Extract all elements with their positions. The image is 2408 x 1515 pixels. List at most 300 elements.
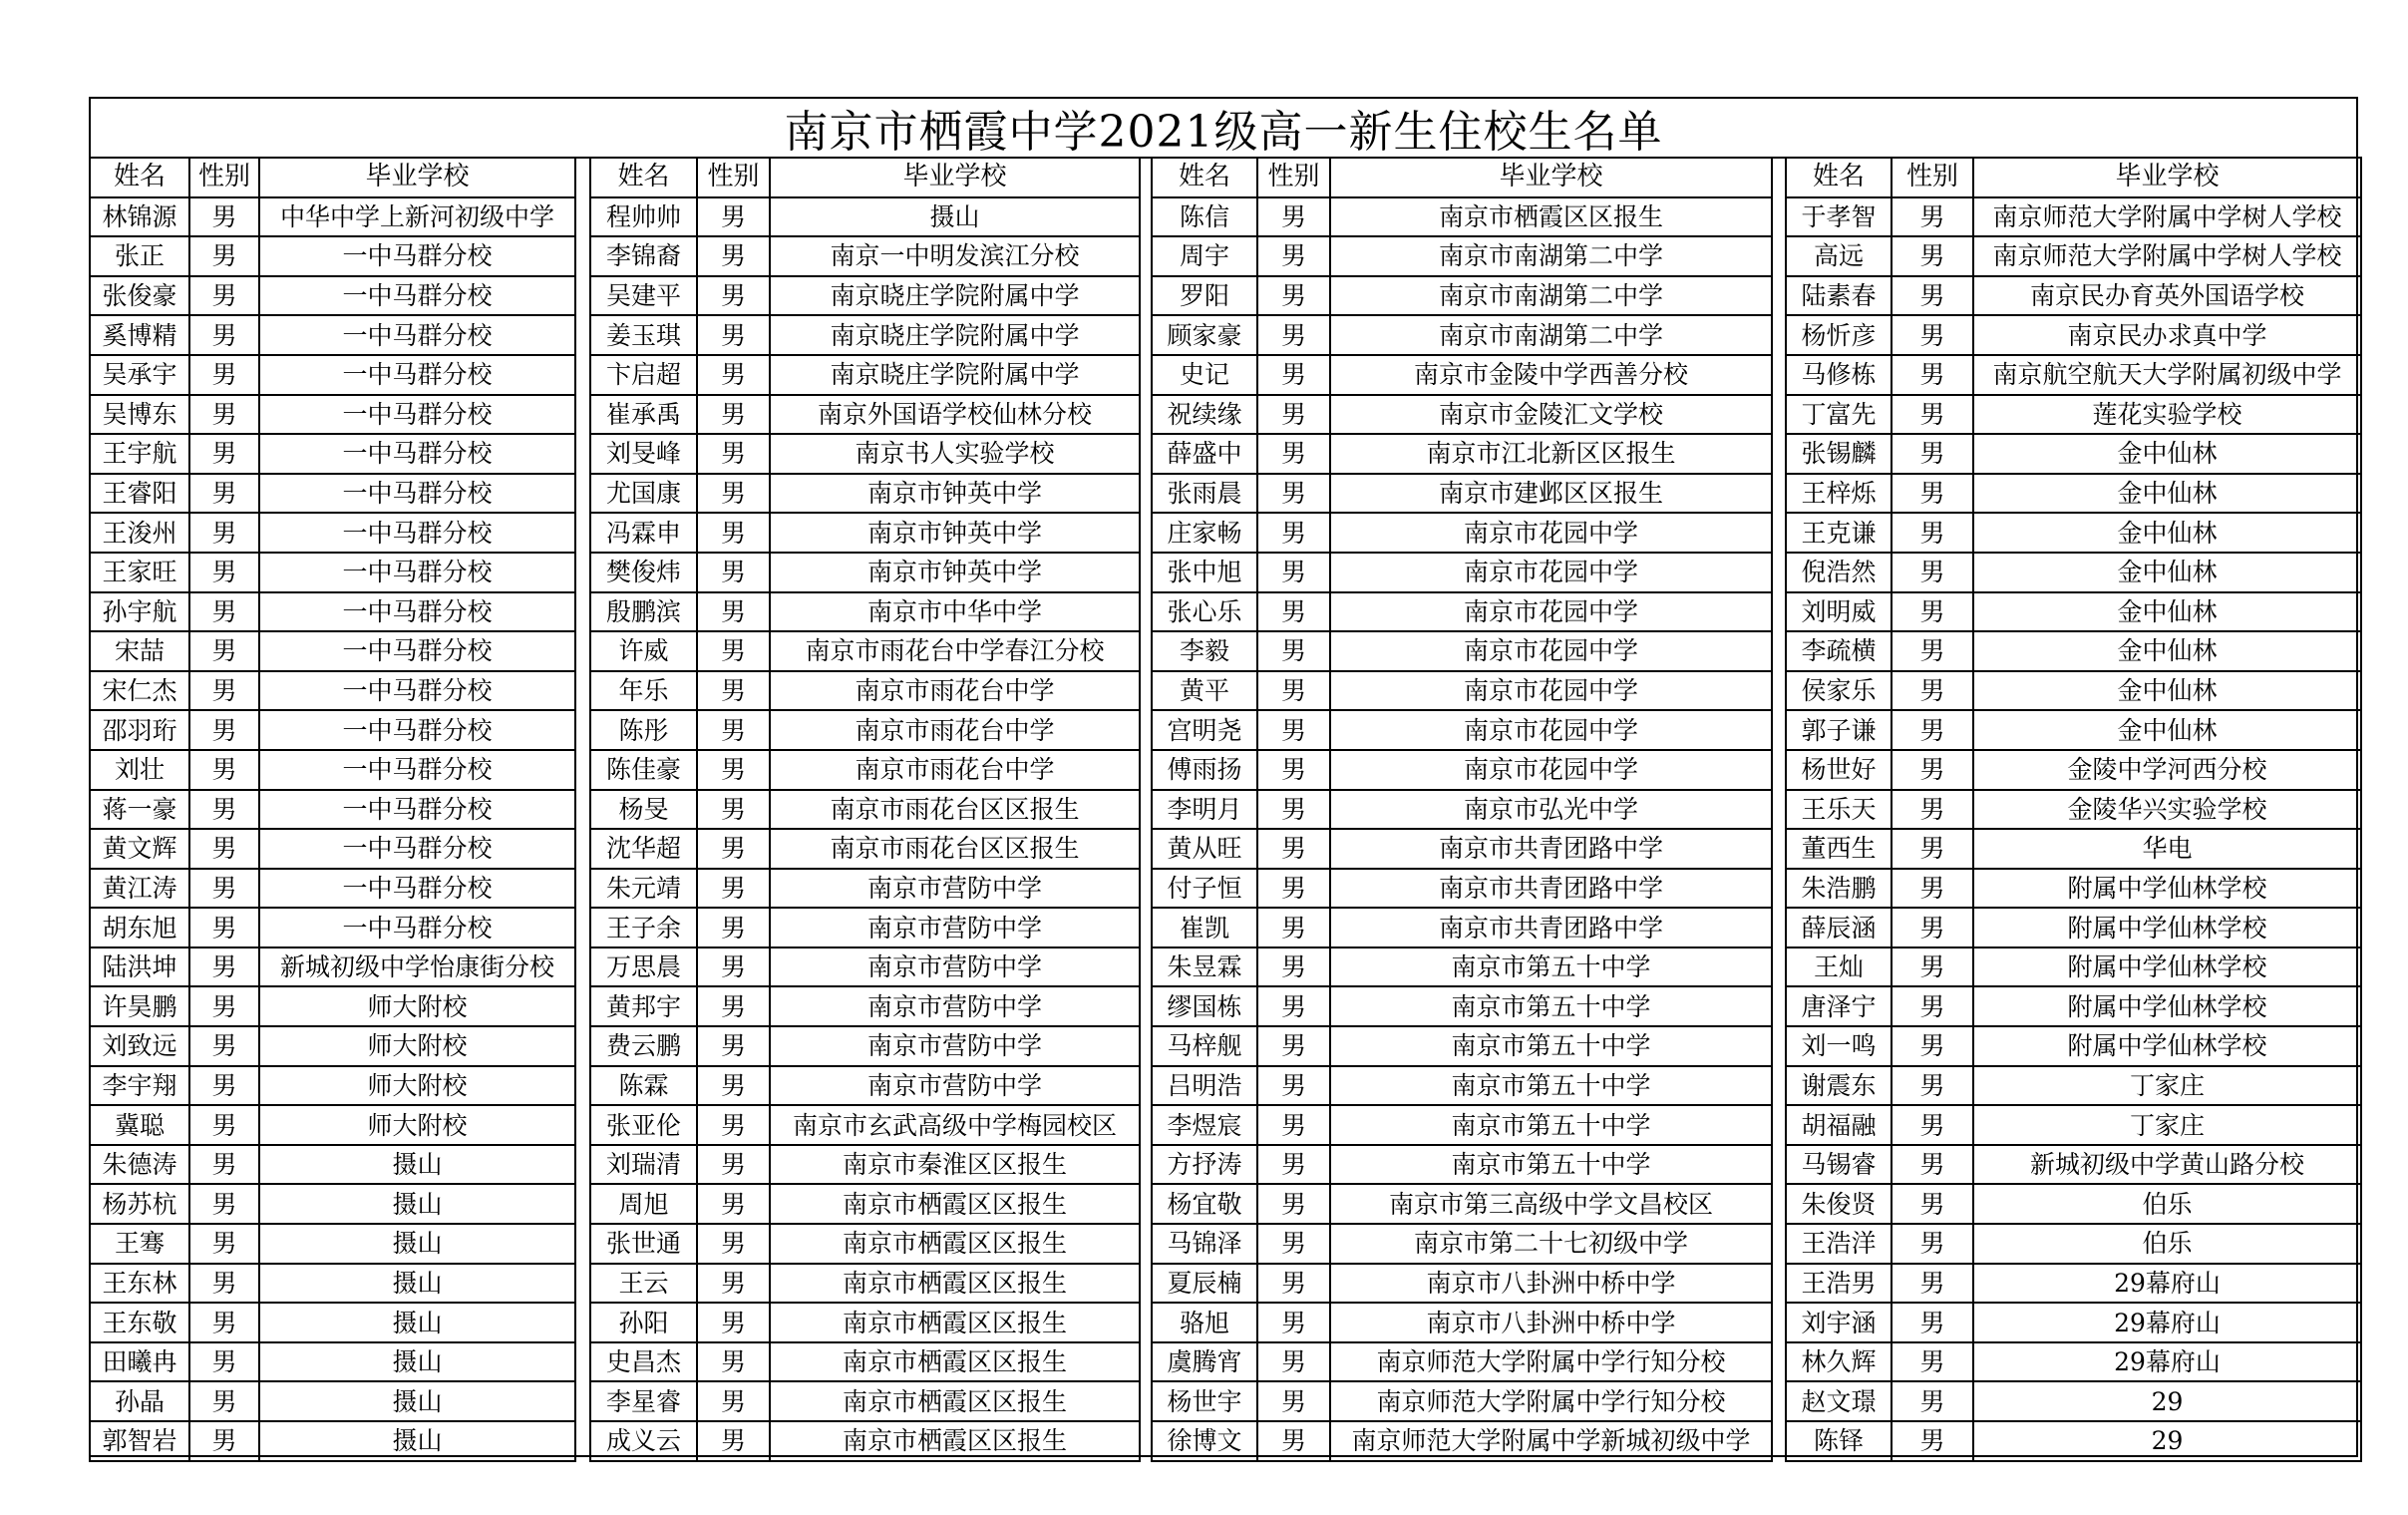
student-gender: 男 <box>1257 513 1330 553</box>
graduation-school: 南京市花园中学 <box>1330 553 1772 592</box>
graduation-school: 附属中学仙林学校 <box>1973 947 2361 987</box>
student-name: 董西生 <box>1786 829 1892 869</box>
table-row <box>1786 434 2361 474</box>
student-name: 刘一鸣 <box>1786 1026 1892 1066</box>
graduation-school: 南京民办求真中学 <box>1973 315 2361 355</box>
table-row <box>1152 631 1772 671</box>
graduation-school: 南京市第五十中学 <box>1330 986 1772 1026</box>
table-row <box>1152 355 1772 395</box>
table-row <box>90 1066 575 1106</box>
table-row <box>1152 1421 1772 1461</box>
graduation-school: 一中马群分校 <box>259 869 575 909</box>
student-name: 李锦裔 <box>590 236 697 276</box>
student-gender: 男 <box>189 355 259 395</box>
graduation-school: 师大附校 <box>259 1105 575 1145</box>
graduation-school: 师大附校 <box>259 1026 575 1066</box>
table-row <box>1152 869 1772 909</box>
graduation-school: 南京市南湖第二中学 <box>1330 315 1772 355</box>
graduation-school: 一中马群分校 <box>259 276 575 316</box>
header-row <box>90 158 575 197</box>
student-name: 祝续缘 <box>1152 395 1257 435</box>
student-gender: 男 <box>697 1421 770 1461</box>
graduation-school: 南京晓庄学院附属中学 <box>770 276 1140 316</box>
student-name: 姜玉琪 <box>590 315 697 355</box>
graduation-school: 南京市南湖第二中学 <box>1330 276 1772 316</box>
graduation-school: 南京市栖霞区区报生 <box>770 1381 1140 1421</box>
student-gender: 男 <box>1892 1066 1973 1106</box>
student-name: 朱德涛 <box>90 1145 189 1185</box>
student-name: 胡福融 <box>1786 1105 1892 1145</box>
graduation-school: 附属中学仙林学校 <box>1973 1026 2361 1066</box>
student-gender: 男 <box>1257 1224 1330 1264</box>
graduation-school: 南京市花园中学 <box>1330 710 1772 750</box>
graduation-school: 摄山 <box>259 1342 575 1382</box>
graduation-school: 南京晓庄学院附属中学 <box>770 355 1140 395</box>
student-gender: 男 <box>1892 790 1973 830</box>
student-name: 吴承宇 <box>90 355 189 395</box>
student-name: 宋喆 <box>90 631 189 671</box>
student-name: 蒋一豪 <box>90 790 189 830</box>
student-gender: 男 <box>1257 236 1330 276</box>
header-row <box>1152 158 1772 197</box>
student-name: 吴建平 <box>590 276 697 316</box>
graduation-school: 南京师范大学附属中学新城初级中学 <box>1330 1421 1772 1461</box>
table-row <box>90 434 575 474</box>
student-name: 胡东旭 <box>90 908 189 947</box>
table-row <box>590 908 1140 947</box>
graduation-school: 南京民办育英外国语学校 <box>1973 276 2361 316</box>
student-gender: 男 <box>1257 1105 1330 1145</box>
student-name: 李疏横 <box>1786 631 1892 671</box>
student-name: 王云 <box>590 1264 697 1304</box>
student-name: 陈霖 <box>590 1066 697 1106</box>
student-name: 丁富先 <box>1786 395 1892 435</box>
table-row <box>90 513 575 553</box>
student-name: 杨忻彦 <box>1786 315 1892 355</box>
graduation-school: 附属中学仙林学校 <box>1973 869 2361 909</box>
graduation-school: 29幕府山 <box>1973 1264 2361 1304</box>
student-gender: 男 <box>1257 1303 1330 1342</box>
student-gender: 男 <box>1892 434 1973 474</box>
graduation-school: 一中马群分校 <box>259 829 575 869</box>
table-row <box>590 592 1140 632</box>
student-gender: 男 <box>697 395 770 435</box>
header-school: 毕业学校 <box>1973 158 2361 197</box>
table-row <box>590 1145 1140 1185</box>
roster-block-2 <box>589 157 1141 1462</box>
table-row <box>1786 355 2361 395</box>
student-gender: 男 <box>1257 276 1330 316</box>
graduation-school: 南京市第五十中学 <box>1330 1066 1772 1106</box>
table-row <box>590 986 1140 1026</box>
student-gender: 男 <box>1892 671 1973 711</box>
student-gender: 男 <box>1892 355 1973 395</box>
graduation-school: 南京一中明发滨江分校 <box>770 236 1140 276</box>
student-gender: 男 <box>1892 197 1973 237</box>
table-row <box>90 1145 575 1185</box>
student-gender: 男 <box>1257 434 1330 474</box>
student-gender: 男 <box>1257 986 1330 1026</box>
graduation-school: 一中马群分校 <box>259 395 575 435</box>
student-gender: 男 <box>697 1224 770 1264</box>
table-row <box>1786 315 2361 355</box>
graduation-school: 南京市雨花台中学春江分校 <box>770 631 1140 671</box>
student-gender: 男 <box>1257 710 1330 750</box>
student-gender: 男 <box>1257 1184 1330 1224</box>
student-gender: 男 <box>1257 1342 1330 1382</box>
graduation-school: 金中仙林 <box>1973 474 2361 514</box>
student-gender: 男 <box>1892 1342 1973 1382</box>
student-gender: 男 <box>189 1264 259 1304</box>
graduation-school: 南京市雨花台区区报生 <box>770 829 1140 869</box>
student-name: 马修栋 <box>1786 355 1892 395</box>
student-gender: 男 <box>1892 276 1973 316</box>
student-name: 唐泽宁 <box>1786 986 1892 1026</box>
student-name: 朱浩鹏 <box>1786 869 1892 909</box>
student-name: 陆素春 <box>1786 276 1892 316</box>
graduation-school: 南京市栖霞区区报生 <box>770 1342 1140 1382</box>
table-row <box>1786 1381 2361 1421</box>
student-gender: 男 <box>189 710 259 750</box>
graduation-school: 南京市弘光中学 <box>1330 790 1772 830</box>
student-gender: 男 <box>697 790 770 830</box>
table-row <box>590 947 1140 987</box>
student-gender: 男 <box>189 790 259 830</box>
student-gender: 男 <box>697 869 770 909</box>
table-row <box>1152 1184 1772 1224</box>
student-gender: 男 <box>1892 1303 1973 1342</box>
table-row <box>90 474 575 514</box>
student-name: 骆旭 <box>1152 1303 1257 1342</box>
table-row <box>1786 1342 2361 1382</box>
student-gender: 男 <box>1892 947 1973 987</box>
student-name: 刘瑞清 <box>590 1145 697 1185</box>
student-name: 王乐天 <box>1786 790 1892 830</box>
table-row <box>90 1224 575 1264</box>
student-gender: 男 <box>189 395 259 435</box>
table-row <box>90 395 575 435</box>
student-gender: 男 <box>697 947 770 987</box>
student-gender: 男 <box>189 276 259 316</box>
student-gender: 男 <box>189 1303 259 1342</box>
student-name: 刘壮 <box>90 750 189 790</box>
student-gender: 男 <box>189 631 259 671</box>
graduation-school: 南京市第五十中学 <box>1330 1145 1772 1185</box>
table-row <box>1786 553 2361 592</box>
student-name: 朱昱霖 <box>1152 947 1257 987</box>
header-gender: 性别 <box>1257 158 1330 197</box>
table-row <box>1152 315 1772 355</box>
table-row <box>1786 1105 2361 1145</box>
table-row <box>590 790 1140 830</box>
student-gender: 男 <box>697 1105 770 1145</box>
student-gender: 男 <box>1892 631 1973 671</box>
student-name: 许昊鹏 <box>90 986 189 1026</box>
table-row <box>90 1381 575 1421</box>
student-gender: 男 <box>1892 1224 1973 1264</box>
student-name: 王骞 <box>90 1224 189 1264</box>
student-gender: 男 <box>1892 710 1973 750</box>
table-row <box>590 631 1140 671</box>
graduation-school: 南京师范大学附属中学行知分校 <box>1330 1342 1772 1382</box>
graduation-school: 南京市栖霞区区报生 <box>770 1184 1140 1224</box>
student-gender: 男 <box>1892 1145 1973 1185</box>
student-name: 张正 <box>90 236 189 276</box>
graduation-school: 一中马群分校 <box>259 790 575 830</box>
student-name: 殷鹏滨 <box>590 592 697 632</box>
student-gender: 男 <box>1892 1264 1973 1304</box>
graduation-school: 南京市秦淮区区报生 <box>770 1145 1140 1185</box>
table-row <box>1786 1145 2361 1185</box>
graduation-school: 南京市营防中学 <box>770 908 1140 947</box>
student-gender: 男 <box>1257 553 1330 592</box>
student-name: 王子余 <box>590 908 697 947</box>
graduation-school: 南京市八卦洲中桥中学 <box>1330 1303 1772 1342</box>
student-gender: 男 <box>189 236 259 276</box>
table-row <box>590 1264 1140 1304</box>
graduation-school: 南京市栖霞区区报生 <box>770 1224 1140 1264</box>
student-gender: 男 <box>697 474 770 514</box>
table-row <box>1786 197 2361 237</box>
graduation-school: 南京市南湖第二中学 <box>1330 236 1772 276</box>
student-gender: 男 <box>189 513 259 553</box>
student-name: 李星睿 <box>590 1381 697 1421</box>
student-name: 李毅 <box>1152 631 1257 671</box>
student-name: 朱元靖 <box>590 869 697 909</box>
graduation-school: 南京市栖霞区区报生 <box>770 1264 1140 1304</box>
student-gender: 男 <box>1257 671 1330 711</box>
graduation-school: 附属中学仙林学校 <box>1973 908 2361 947</box>
graduation-school: 南京市花园中学 <box>1330 631 1772 671</box>
graduation-school: 附属中学仙林学校 <box>1973 986 2361 1026</box>
table-row <box>590 1026 1140 1066</box>
graduation-school: 华电 <box>1973 829 2361 869</box>
student-gender: 男 <box>697 355 770 395</box>
table-row <box>90 869 575 909</box>
graduation-school: 南京市钟英中学 <box>770 474 1140 514</box>
student-name: 费云鹏 <box>590 1026 697 1066</box>
graduation-school: 摄山 <box>259 1303 575 1342</box>
student-name: 谢震东 <box>1786 1066 1892 1106</box>
table-row <box>90 750 575 790</box>
table-row <box>90 553 575 592</box>
graduation-school: 金中仙林 <box>1973 553 2361 592</box>
student-name: 杨世好 <box>1786 750 1892 790</box>
student-gender: 男 <box>1257 355 1330 395</box>
graduation-school: 南京师范大学附属中学行知分校 <box>1330 1381 1772 1421</box>
student-gender: 男 <box>189 592 259 632</box>
student-name: 虞腾宵 <box>1152 1342 1257 1382</box>
student-name: 杨苏杭 <box>90 1184 189 1224</box>
graduation-school: 南京市栖霞区区报生 <box>770 1421 1140 1461</box>
graduation-school: 南京市花园中学 <box>1330 671 1772 711</box>
graduation-school: 一中马群分校 <box>259 315 575 355</box>
roster-block-1 <box>89 157 576 1462</box>
student-name: 李煜宸 <box>1152 1105 1257 1145</box>
student-name: 周宇 <box>1152 236 1257 276</box>
table-row <box>1786 947 2361 987</box>
graduation-school: 金中仙林 <box>1973 671 2361 711</box>
graduation-school: 南京市营防中学 <box>770 1026 1140 1066</box>
table-row <box>1152 1264 1772 1304</box>
graduation-school: 南京市第五十中学 <box>1330 1026 1772 1066</box>
graduation-school: 伯乐 <box>1973 1184 2361 1224</box>
graduation-school: 南京市第三高级中学文昌校区 <box>1330 1184 1772 1224</box>
student-gender: 男 <box>1892 395 1973 435</box>
student-gender: 男 <box>189 434 259 474</box>
student-name: 史记 <box>1152 355 1257 395</box>
roster-sheet <box>89 97 2358 1457</box>
table-row <box>1786 276 2361 316</box>
graduation-school: 金中仙林 <box>1973 592 2361 632</box>
table-row <box>590 315 1140 355</box>
graduation-school: 南京市雨花台中学 <box>770 710 1140 750</box>
student-gender: 男 <box>697 710 770 750</box>
student-name: 杨世宇 <box>1152 1381 1257 1421</box>
graduation-school: 一中马群分校 <box>259 434 575 474</box>
student-name: 庄家畅 <box>1152 513 1257 553</box>
student-name: 张世通 <box>590 1224 697 1264</box>
table-row <box>1786 1264 2361 1304</box>
table-row <box>1786 236 2361 276</box>
table-row <box>1152 276 1772 316</box>
graduation-school: 南京市建邺区区报生 <box>1330 474 1772 514</box>
student-name: 王梓烁 <box>1786 474 1892 514</box>
student-gender: 男 <box>1892 474 1973 514</box>
student-gender: 男 <box>1892 750 1973 790</box>
graduation-school: 师大附校 <box>259 986 575 1026</box>
table-row <box>590 1342 1140 1382</box>
graduation-school: 一中马群分校 <box>259 631 575 671</box>
graduation-school: 南京市栖霞区区报生 <box>770 1303 1140 1342</box>
student-gender: 男 <box>1892 1184 1973 1224</box>
graduation-school: 南京市营防中学 <box>770 869 1140 909</box>
student-gender: 男 <box>697 750 770 790</box>
student-gender: 男 <box>697 1145 770 1185</box>
graduation-school: 南京航空航天大学附属初级中学 <box>1973 355 2361 395</box>
student-name: 刘致远 <box>90 1026 189 1066</box>
student-gender: 男 <box>1892 1421 1973 1461</box>
graduation-school: 南京市共青团路中学 <box>1330 869 1772 909</box>
roster-block-3 <box>1151 157 1773 1462</box>
graduation-school: 南京市中华中学 <box>770 592 1140 632</box>
graduation-school: 一中马群分校 <box>259 513 575 553</box>
student-gender: 男 <box>697 276 770 316</box>
student-gender: 男 <box>1892 869 1973 909</box>
table-row <box>590 1303 1140 1342</box>
table-row <box>1786 474 2361 514</box>
graduation-school: 29 <box>1973 1421 2361 1461</box>
student-name: 陈铎 <box>1786 1421 1892 1461</box>
student-name: 陈信 <box>1152 197 1257 237</box>
student-gender: 男 <box>697 315 770 355</box>
student-name: 吴博东 <box>90 395 189 435</box>
student-gender: 男 <box>1257 474 1330 514</box>
student-gender: 男 <box>697 1342 770 1382</box>
table-row <box>1152 790 1772 830</box>
student-gender: 男 <box>189 1421 259 1461</box>
table-row <box>90 1105 575 1145</box>
student-name: 宫明尧 <box>1152 710 1257 750</box>
table-row <box>1152 1105 1772 1145</box>
table-row <box>90 1303 575 1342</box>
student-gender: 男 <box>189 1342 259 1382</box>
graduation-school: 南京外国语学校仙林分校 <box>770 395 1140 435</box>
student-name: 林锦源 <box>90 197 189 237</box>
student-name: 黄邦宇 <box>590 986 697 1026</box>
student-name: 张中旭 <box>1152 553 1257 592</box>
student-gender: 男 <box>189 474 259 514</box>
graduation-school: 南京书人实验学校 <box>770 434 1140 474</box>
graduation-school: 南京师范大学附属中学树人学校 <box>1973 197 2361 237</box>
student-name: 张俊豪 <box>90 276 189 316</box>
student-name: 侯家乐 <box>1786 671 1892 711</box>
graduation-school: 南京市花园中学 <box>1330 592 1772 632</box>
table-row <box>1152 750 1772 790</box>
student-name: 张心乐 <box>1152 592 1257 632</box>
table-row <box>1786 1224 2361 1264</box>
table-row <box>1786 592 2361 632</box>
table-row <box>90 197 575 237</box>
student-gender: 男 <box>697 1381 770 1421</box>
table-row <box>1786 1184 2361 1224</box>
header-school: 毕业学校 <box>259 158 575 197</box>
graduation-school: 南京市金陵汇文学校 <box>1330 395 1772 435</box>
student-gender: 男 <box>189 947 259 987</box>
graduation-school: 一中马群分校 <box>259 553 575 592</box>
graduation-school: 一中马群分校 <box>259 592 575 632</box>
graduation-school: 一中马群分校 <box>259 710 575 750</box>
student-name: 王克谦 <box>1786 513 1892 553</box>
student-name: 顾家豪 <box>1152 315 1257 355</box>
header-name: 姓名 <box>590 158 697 197</box>
graduation-school: 莲花实验学校 <box>1973 395 2361 435</box>
graduation-school: 南京市栖霞区区报生 <box>1330 197 1772 237</box>
roster-block-4 <box>1785 157 2362 1462</box>
table-row <box>90 947 575 987</box>
student-gender: 男 <box>189 1145 259 1185</box>
student-gender: 男 <box>189 1381 259 1421</box>
student-gender: 男 <box>189 986 259 1026</box>
table-row <box>1786 513 2361 553</box>
header-name: 姓名 <box>1786 158 1892 197</box>
student-name: 冯霖申 <box>590 513 697 553</box>
student-name: 李宇翔 <box>90 1066 189 1106</box>
student-gender: 男 <box>1257 1145 1330 1185</box>
student-gender: 男 <box>697 592 770 632</box>
student-gender: 男 <box>189 750 259 790</box>
graduation-school: 29幕府山 <box>1973 1303 2361 1342</box>
student-name: 杨宜敬 <box>1152 1184 1257 1224</box>
student-name: 史昌杰 <box>590 1342 697 1382</box>
table-row <box>590 395 1140 435</box>
student-name: 缪国栋 <box>1152 986 1257 1026</box>
graduation-school: 南京市花园中学 <box>1330 750 1772 790</box>
graduation-school: 摄山 <box>770 197 1140 237</box>
graduation-school: 中华中学上新河初级中学 <box>259 197 575 237</box>
graduation-school: 南京市花园中学 <box>1330 513 1772 553</box>
student-gender: 男 <box>1257 829 1330 869</box>
student-name: 王浩男 <box>1786 1264 1892 1304</box>
student-name: 赵文璟 <box>1786 1381 1892 1421</box>
graduation-school: 南京市钟英中学 <box>770 553 1140 592</box>
student-gender: 男 <box>697 671 770 711</box>
graduation-school: 南京市第五十中学 <box>1330 1105 1772 1145</box>
student-gender: 男 <box>1257 1421 1330 1461</box>
student-gender: 男 <box>697 1066 770 1106</box>
student-name: 马锦泽 <box>1152 1224 1257 1264</box>
student-name: 张锡麟 <box>1786 434 1892 474</box>
